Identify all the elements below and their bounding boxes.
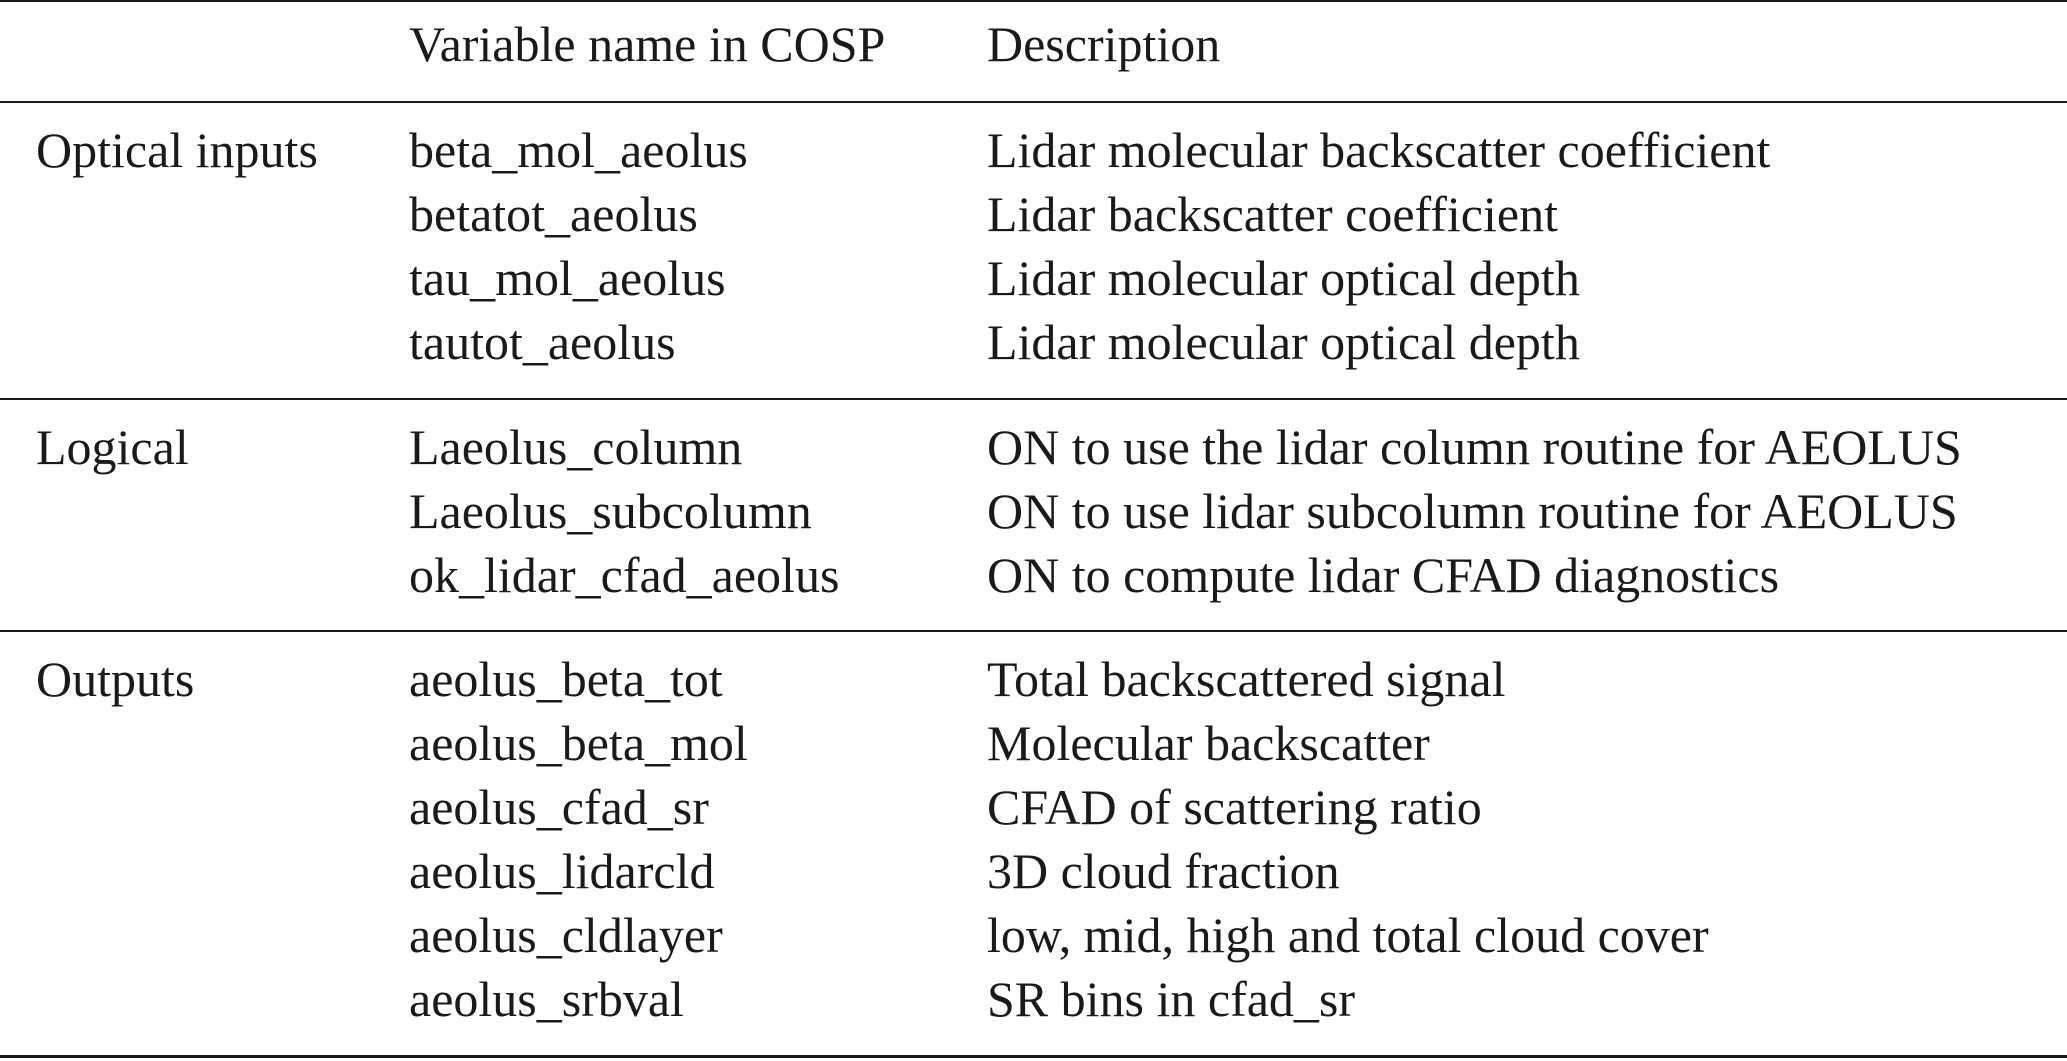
- table-row: [0, 543, 2067, 607]
- table-row: [0, 967, 2067, 1031]
- table-row: [0, 415, 2067, 479]
- table-row: [0, 839, 2067, 903]
- variable-name: aeolus_cldlayer: [409, 907, 723, 963]
- group-label: Outputs: [36, 651, 195, 707]
- table-row: [0, 310, 2067, 374]
- table-row: [0, 182, 2067, 246]
- variable-name: aeolus_lidarcld: [409, 843, 715, 899]
- variable-description: 3D cloud fraction: [987, 843, 1340, 899]
- variable-description: Lidar molecular backscatter coefficient: [987, 122, 1771, 178]
- variable-description: Molecular backscatter: [987, 715, 1430, 771]
- variable-name: aeolus_beta_tot: [409, 651, 723, 707]
- variable-name: aeolus_beta_mol: [409, 715, 748, 771]
- section-rule: [0, 630, 2067, 632]
- header-description: Description: [987, 16, 1221, 72]
- top-rule: [0, 0, 2067, 2]
- variable-name: beta_mol_aeolus: [409, 122, 748, 178]
- variable-name: aeolus_cfad_sr: [409, 779, 709, 835]
- table-row: [0, 118, 2067, 182]
- variable-name: Laeolus_column: [409, 419, 743, 475]
- table-row: [0, 711, 2067, 775]
- table-header: [0, 12, 2067, 82]
- section-outputs: [0, 647, 2067, 1031]
- variable-name: betatot_aeolus: [409, 186, 698, 242]
- group-label: Optical inputs: [36, 122, 318, 178]
- variable-name: ok_lidar_cfad_aeolus: [409, 547, 840, 603]
- section-rule: [0, 398, 2067, 400]
- table-row: [0, 903, 2067, 967]
- variable-description: ON to compute lidar CFAD diagnostics: [987, 547, 1780, 603]
- variable-description: Lidar molecular optical depth: [987, 314, 1580, 370]
- variable-description: Total backscattered signal: [987, 651, 1506, 707]
- variable-name: tau_mol_aeolus: [409, 250, 726, 306]
- table-row: [0, 479, 2067, 543]
- table-row: [0, 647, 2067, 711]
- variable-name: aeolus_srbval: [409, 971, 684, 1027]
- variable-description: ON to use lidar subcolumn routine for AEOLUS: [987, 483, 1958, 539]
- variable-description: CFAD of scattering ratio: [987, 779, 1482, 835]
- variable-description: SR bins in cfad_sr: [987, 971, 1356, 1027]
- table-row: [0, 246, 2067, 310]
- table-row: [0, 775, 2067, 839]
- variable-description: low, mid, high and total cloud cover: [987, 907, 1709, 963]
- section-optical-inputs: [0, 118, 2067, 374]
- header-variable: Variable name in COSP: [409, 16, 886, 72]
- group-label: Logical: [36, 419, 189, 475]
- section-logical: [0, 415, 2067, 607]
- bottom-rule: [0, 1055, 2067, 1058]
- variable-description: ON to use the lidar column routine for AEOLUS: [987, 419, 1962, 475]
- variable-description: Lidar backscatter coefficient: [987, 186, 1558, 242]
- variable-name: Laeolus_subcolumn: [409, 483, 812, 539]
- header-rule: [0, 101, 2067, 103]
- variable-description: Lidar molecular optical depth: [987, 250, 1580, 306]
- variable-name: tautot_aeolus: [409, 314, 676, 370]
